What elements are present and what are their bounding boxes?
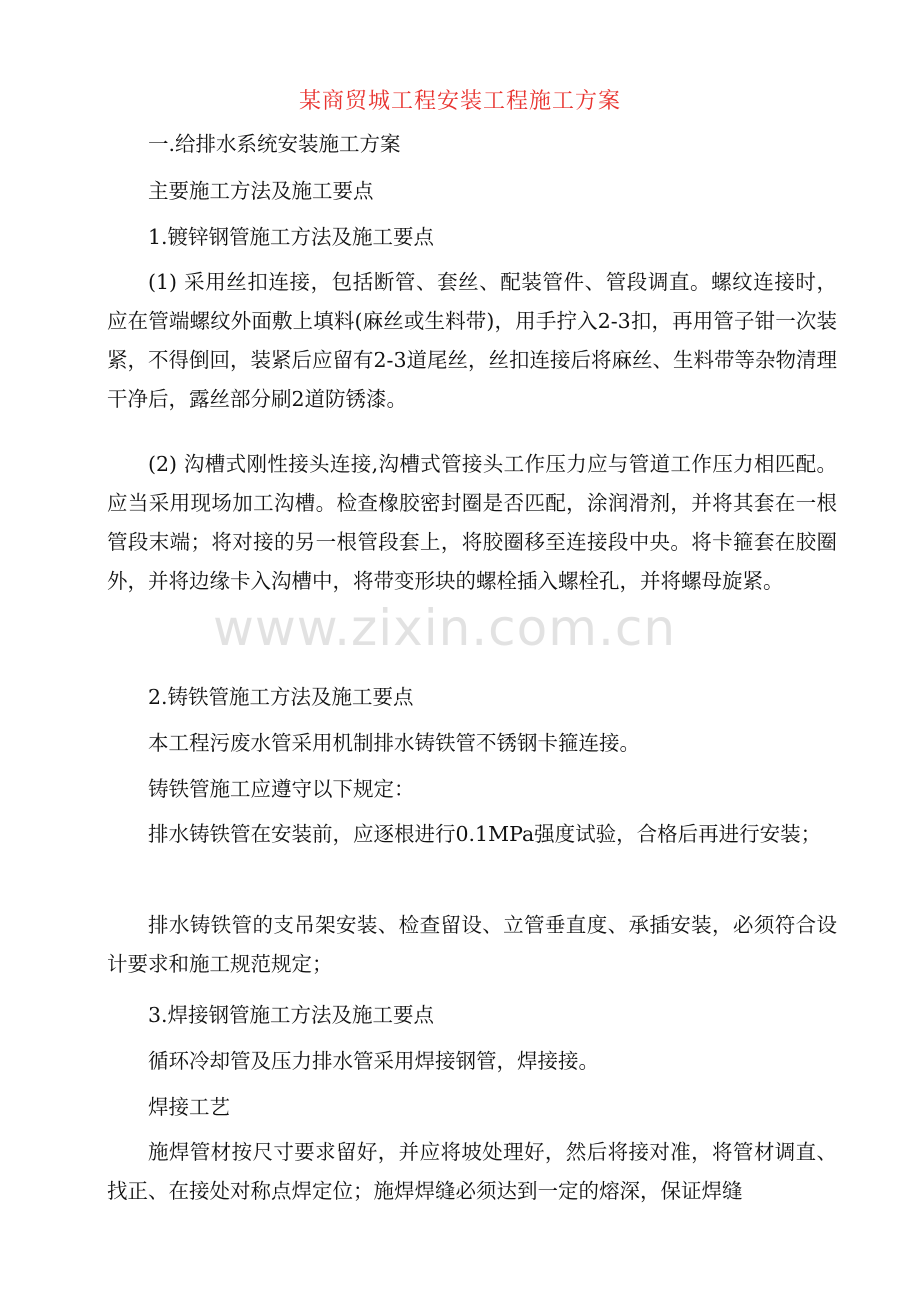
subheading-main-methods: 主要施工方法及施工要点 (148, 179, 374, 203)
paragraph-support-install: 排水铸铁管的支吊架安装、检查留设、立管垂直度、承插安装，必须符合设计要求和施工规范规定； (107, 913, 837, 976)
paragraph-welding-details: 施焊管材按尺寸要求留好，并应将坡处理好，然后将接对准，将管材调直、找正、在接处对称点焊定位；施焊焊缝必须达到一定的熔深，保证焊缝 (107, 1140, 837, 1203)
watermark: www.zixin.com.cn (213, 599, 677, 657)
paragraph-threaded-connection: (1) 采用丝扣连接，包括断管、套丝、配装管件、管段调直。螺纹连接时，应在管端螺纹外面敷上填料(麻丝或生料带)，用手拧入2-3扣，再用管子钳一次装紧，不得倒回，装紧后应留有2-3道尾丝，丝扣连接后将麻丝、生料带等杂物清理干净后，露丝部分刷2道防锈漆。 (107, 270, 838, 411)
paragraph-grooved-connection: (2) 沟槽式刚性接头连接,沟槽式管接头工作压力应与管道工作压力相匹配。应当采用现场加工沟槽。检查橡胶密封圈是否匹配，涂润滑剂，并将其套在一根管段末端；将对接的另一根管段套上，将胶圈移至连接段中央。将卡箍套在胶圈外，并将边缘卡入沟槽中，将带变形块的螺栓插入螺栓孔，并将螺母旋紧。 (107, 452, 837, 593)
subheading-welded-pipe: 3.焊接钢管施工方法及施工要点 (148, 1003, 435, 1027)
subheading-cast-iron-pipe: 2.铸铁管施工方法及施工要点 (148, 685, 414, 709)
subheading-galvanized-pipe: 1.镀锌钢管施工方法及施工要点 (148, 225, 435, 249)
document-title: 某商贸城工程安装工程施工方案 (298, 89, 621, 114)
paragraph-cast-iron-intro: 本工程污废水管采用机制排水铸铁管不锈钢卡箍连接。 (148, 731, 640, 755)
paragraph-strength-test: 排水铸铁管在安装前，应逐根进行0.1MPa强度试验，合格后再进行安装； (148, 822, 822, 846)
paragraph-welded-intro: 循环冷却管及压力排水管采用焊接钢管，焊接接。 (148, 1049, 599, 1073)
paragraph-cast-iron-rules: 铸铁管施工应遵守以下规定： (148, 777, 415, 801)
subheading-welding-process: 焊接工艺 (148, 1095, 230, 1119)
section-heading-drainage: 一.给排水系统安装施工方案 (148, 132, 401, 156)
